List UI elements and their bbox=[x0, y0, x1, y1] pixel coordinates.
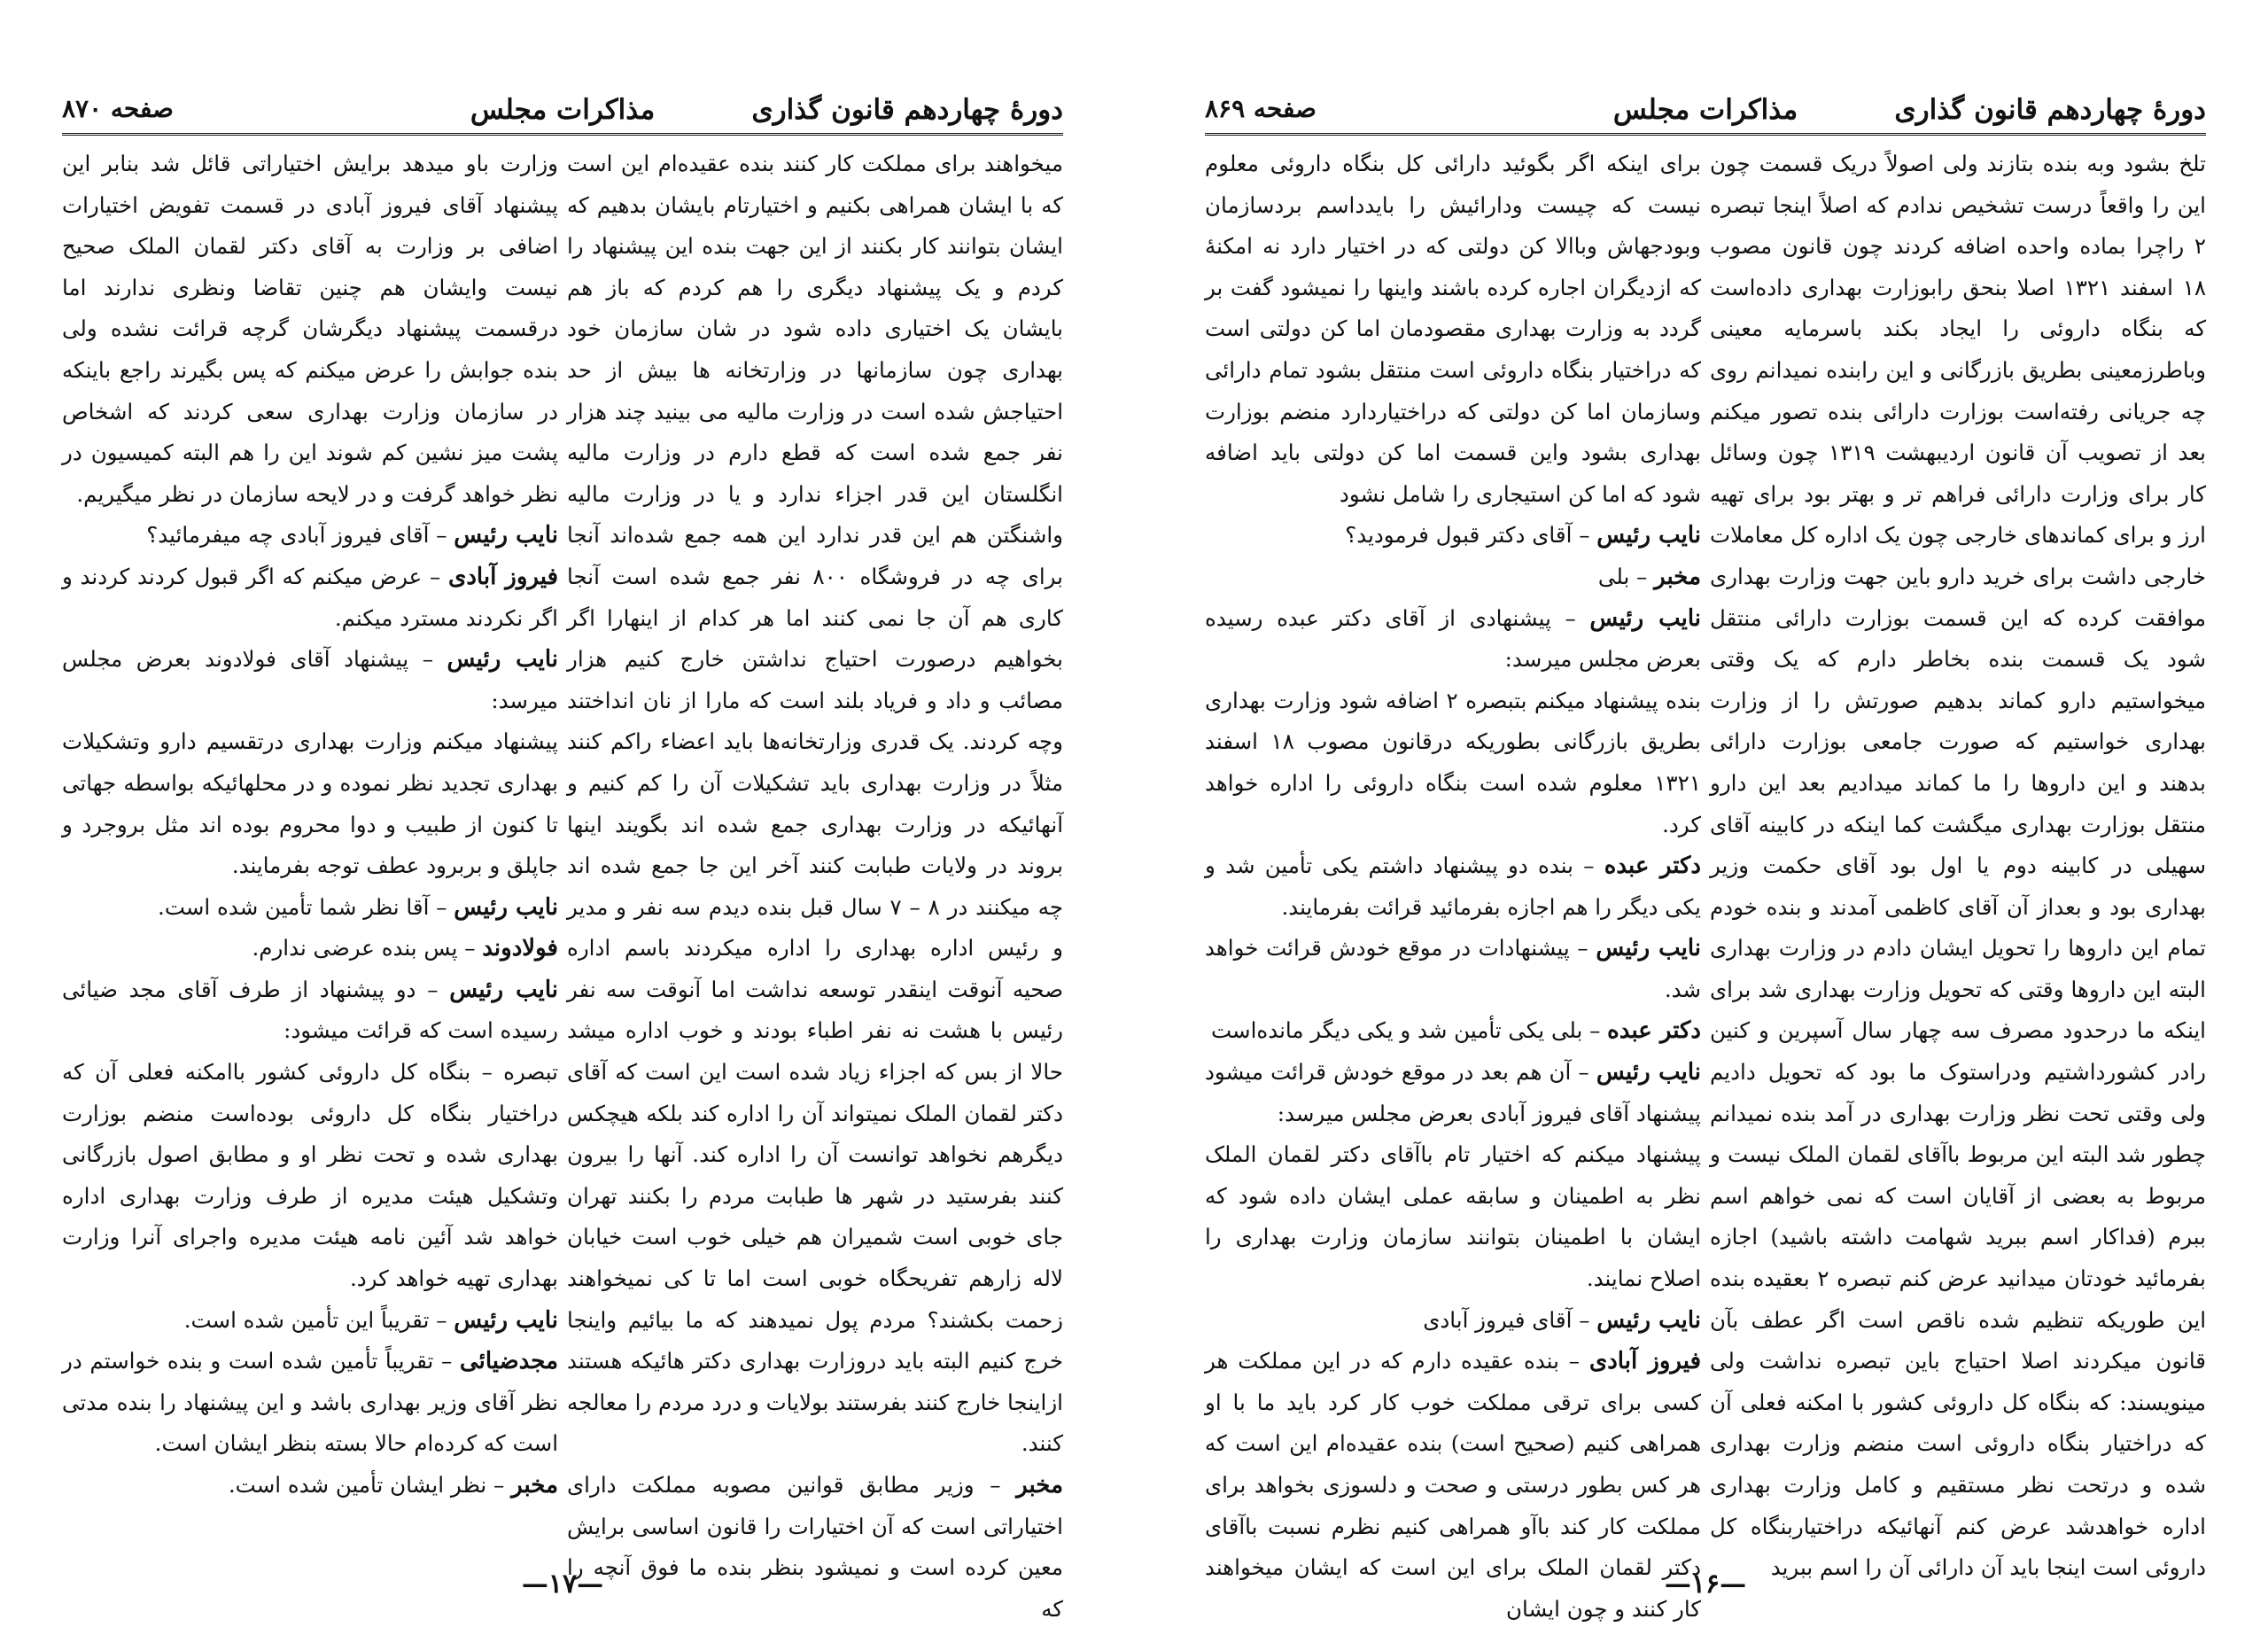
speaker-paragraph: نایب رئیس – پیشنهادی از آقای دکتر عبده رسیده بعرض مجلس میرسد: bbox=[1205, 604, 1702, 673]
speaker-name: مخبر bbox=[1016, 1472, 1063, 1499]
text-column-right bbox=[567, 144, 1064, 1622]
text-column-left bbox=[62, 144, 558, 1544]
session-title: دورهٔ چهاردهم قانون گذاری bbox=[751, 94, 1063, 126]
paragraph-text: پیشنهادی از آقای دکتر عبده رسیده بعرض مجلس میرسد: bbox=[1205, 604, 1701, 673]
text-paragraph bbox=[1205, 681, 1701, 845]
speaker-paragraph: نایب رئیس – آن هم بعد در موقع خودش قرائت میشود پیشنهاد آقای فیروز آبادی بعرض مجلس میرسد: bbox=[1205, 1059, 1701, 1126]
paragraph-text: تبصره – بنگاه کل داروئی کشور باامکنه فعلی آن که دراختیار بنگاه کل داروئی بوده‌است منضم بوزارت بهداری شده و تحت نظر او و مطابق اصول بازرگانی وتشکیل هیئت مدیره از طرف وزارت بهداری اداره خواهد شد آئین نامه هیئت مدیره واجرای آنرا وزارت بهداری تهیه خواهد کرد. bbox=[62, 1059, 558, 1292]
speaker-paragraph: مخبر – نظر ایشان تأمین شده است. bbox=[228, 1472, 558, 1499]
speaker-name: دکتر عبده bbox=[1607, 1017, 1701, 1045]
speaker-paragraph: نایب رئیس – تقریباً این تأمین شده است. bbox=[183, 1306, 558, 1334]
speaker-name: نایب رئیس bbox=[1596, 935, 1702, 962]
paragraph-text: آقای دکتر قبول فرمودید؟ bbox=[1345, 522, 1573, 549]
paragraph-text: پیشنهاد میکنم وزارت بهداری درتقسیم دارو وتشکیلات بهداری تجدید نظر نموده و در محلهائیکه بواسطه جهاتی تا کنون از طبیب و دوا محروم بوده اند مثل بروجرد و جاپلق و بربرود عطف توجه بفرمایند. bbox=[62, 728, 558, 879]
speaker-name: فیروز آبادی bbox=[447, 563, 559, 590]
paragraph-text: وزارت باو میدهد برایش اختیاراتی قائل شد بنابر این پیشنهاد آقای فیروز آبادی در قسمت تفویض اختیارات اضافی بر وزارت به آقای دکتر لقمان الملک صحیح نیست وایشان هم چنین تقاضا ونظری ندارند اما درقسمت پیشنهاد دیگرشان گرچه قرائت نشده ولی بنده جوابش را عرض میکنم که پس بگیرند راجع باینکه در سازمان وزارت بهداری سعی کردند که اشخاص پشت میز نشین کم شوند این را هم البته کمیسیون در نظر خواهد گرفت و در لایحه سازمان در نظر میگیریم. bbox=[62, 151, 558, 507]
paragraph-text: نظر ایشان تأمین شده است. bbox=[228, 1472, 487, 1498]
speaker-name: نایب رئیس bbox=[447, 646, 558, 673]
text-paragraph bbox=[1205, 144, 1701, 515]
speaker-name: مجدضیائی bbox=[459, 1348, 559, 1375]
speaker-paragraph: نایب رئیس – پیشنهاد آقای فولادوند بعرض مجلس میرسد: bbox=[62, 646, 558, 713]
speaker-paragraph: نایب رئیس – آقای دکتر قبول فرمودید؟ bbox=[1345, 522, 1701, 549]
speaker-name: نایب رئیس bbox=[454, 1306, 558, 1334]
paragraph-text: بلی bbox=[1597, 563, 1630, 589]
text-paragraph bbox=[62, 144, 558, 515]
page-footer-number: —۱۷— bbox=[521, 1569, 604, 1600]
speaker-paragraph: دکتر عبده – بنده دو پیشنهاد داشتم یکی تأمین شد و یکی دیگر را هم اجازه بفرمائید قرائت بفرمایند. bbox=[1205, 853, 1701, 920]
speaker-paragraph: نایب رئیس – دو پیشنهاد از طرف آقای مجد ضیائی رسیده است که قرائت میشود: bbox=[62, 976, 558, 1044]
header-rule bbox=[1205, 133, 2206, 136]
page-870 bbox=[0, 0, 1125, 1635]
speaker-paragraph: نایب رئیس – آقای فیروز آبادی bbox=[1423, 1306, 1701, 1334]
session-title: دورهٔ چهاردهم قانون گذاری bbox=[1894, 94, 2206, 126]
header-rule bbox=[62, 133, 1063, 136]
speaker-name: مخبر bbox=[1654, 563, 1701, 590]
speaker-paragraph: مجدضیائی – تقریباً تأمین شده است و بنده خواستم در نظر آقای وزیر بهداری باشد و این پیشنهاد را بنده مدتی است که کرده‌ام حالا بسته بنظر ایشان است. bbox=[62, 1348, 559, 1457]
speaker-name: نایب رئیس bbox=[449, 976, 558, 1003]
speaker-paragraph: فولادوند – پس بنده عرضی ندارم. bbox=[252, 935, 558, 962]
page-number: صفحه ۸۶۹ bbox=[1205, 94, 1317, 123]
speaker-name: فولادوند bbox=[482, 935, 558, 962]
speaker-paragraph: مخبر – بلی bbox=[1597, 563, 1701, 590]
paragraph-text: عرض میکنم که اگر قبول کردند کردند و اگر نکردند مسترد میکنم. bbox=[62, 563, 558, 631]
text-paragraph bbox=[1710, 144, 2206, 1589]
paragraph-text: پیشنهاد میکنم که اختیار تام باآقای دکتر لقمان الملک نظر به اطمینان و سابقه عملی ایشان داده شود که ایشان با اطمینان بتوانند سازمان وزارت بهداری را اصلاح نمایند. bbox=[1205, 1141, 1701, 1292]
text-paragraph bbox=[567, 144, 1063, 1465]
speaker-paragraph: مخبر – وزیر مطابق قوانین مصوبه مملکت دارای اختیاراتی است که آن اختیارات را قانون اساسی برایش معین کرده است و نمیشود بنظر بنده ما فوق آنچه را که bbox=[567, 1472, 1063, 1622]
page-number: صفحه ۸۷۰ bbox=[62, 94, 174, 123]
paragraph-text: بنده دو پیشنهاد داشتم یکی تأمین شد و یکی دیگر را هم اجازه بفرمائید قرائت بفرمایند. bbox=[1205, 853, 1701, 920]
speaker-name: نایب رئیس bbox=[1596, 1306, 1701, 1334]
paragraph-text: وزیر مطابق قوانین مصوبه مملکت دارای اختیاراتی است که آن اختیارات را قانون اساسی برایش معین کرده است و نمیشود بنظر بنده ما فوق آنچه را که bbox=[567, 1472, 1063, 1622]
paragraph-text: آقای فیروز آبادی bbox=[1423, 1306, 1573, 1333]
paragraph-text: تقریباً این تأمین شده است. bbox=[183, 1306, 430, 1333]
paragraph-text: بلی یکی تأمین شد و یکی دیگر مانده‌است bbox=[1210, 1017, 1583, 1044]
journal-title: مذاکرات مجلس bbox=[470, 94, 656, 126]
text-column-left bbox=[1205, 144, 1702, 1622]
text-paragraph bbox=[1205, 1134, 1701, 1299]
page-footer-number: —۱۶— bbox=[1664, 1569, 1747, 1600]
speaker-name: دکتر عبده bbox=[1604, 853, 1701, 880]
speaker-name: نایب رئیس bbox=[454, 522, 558, 549]
journal-title: مذاکرات مجلس bbox=[1612, 94, 1798, 126]
page-869 bbox=[1143, 0, 2268, 1635]
speaker-paragraph: نایب رئیس – آقای فیروز آبادی چه میفرمائید؟ bbox=[146, 522, 558, 549]
speaker-name: نایب رئیس bbox=[1596, 1059, 1701, 1086]
speaker-name: مخبر bbox=[511, 1472, 558, 1499]
speaker-name: نایب رئیس bbox=[1589, 604, 1702, 632]
speaker-name: نایب رئیس bbox=[454, 893, 558, 921]
paragraph-text: برای اینکه اگر بگوئید دارائی کل بنگاه داروئی معلوم نیست که چیست ودارائیش را بایدداسم بردسازمان وبودجهاش وباالا کن دولتی که در اختیار دارد نه امکنهٔ که ازدیگران اجاره کرده باشند واینها را نمیشود گفت بر گردد به وزارت بهداری مقصودمان اما کن دولتی است که دراختیار بنگاه داروئی است منتقل بشود تمام دارائی وسازمان اما کن دولتی که دراختیاردارد منضم بوزارت بهداری بشود واین قسمت اما کن دولتی باید اضافه شود که اما کن استیجاری را شامل نشود bbox=[1205, 151, 1701, 507]
paragraph-text: بنده عقیده دارم که در این مملکت هر کسی برای ترقی مملکت خوب کار کرد باید ما با او همراهی کنیم (صحیح است) بنده عقیده‌ام این است که هر کس بطور درستی و صحت و دلسوزی بخواهد برای مملکت کار کند باآو همراهی کنیم نظرم نسبت باآقای دکتر لقمان الملک برای این است که ایشان میخواهند کار کنند و چون ایشان bbox=[1205, 1348, 1701, 1622]
speaker-paragraph: فیروز آبادی – بنده عقیده دارم که در این مملکت هر کسی برای ترقی مملکت خوب کار کرد باید ما با او همراهی کنیم (صحیح است) بنده عقیده‌ام این است که هر کس بطور درستی و صحت و دلسوزی بخواهد برای مملکت کار کند باآو همراهی کنیم نظرم نسبت باآقای دکتر لقمان الملک برای این است که ایشان میخواهند کار کنند و چون ایشان bbox=[1205, 1348, 1702, 1622]
speaker-name: فیروز آبادی bbox=[1588, 1348, 1702, 1375]
paragraph-text: پس بنده عرضی ندارم. bbox=[252, 935, 458, 962]
paragraph-text: بنده پیشنهاد میکنم بتبصره ۲ اضافه شود وزارت بهداری بطریق بازرگانی بطوریکه درقانون مصوب ۱۸ اسفند ۱۳۲۱ معلوم شده است بنگاه داروئی را اداره خواهد کرد. bbox=[1205, 687, 1702, 837]
speaker-name: نایب رئیس bbox=[1596, 522, 1701, 549]
paragraph-text: آقای فیروز آبادی چه میفرمائید؟ bbox=[146, 522, 430, 549]
speaker-paragraph: نایب رئیس – آقا نظر شما تأمین شده است. bbox=[158, 893, 558, 921]
text-paragraph bbox=[62, 721, 558, 886]
paragraph-text: تقریباً تأمین شده است و بنده خواستم در نظر آقای وزیر بهداری باشد و این پیشنهاد را بنده مدتی است که کرده‌ام حالا بسته بنظر ایشان است. bbox=[62, 1348, 558, 1457]
paragraph-text: میخواهند برای مملکت کار کنند بنده عقیده‌ام این است که با ایشان همراهی بکنیم و اختیارتام بایشان بدهیم که ایشان بتوانند کار بکنند از این جهت بنده این پیشنهاد را کردم و یک پیشنهاد دیگری را هم کردم که باز هم بایشان یک اختیاری داده شود در شان سازمان خود بهداری چون سازمانها در وزارتخانه ها بیش از حد احتیاجش شده است در وزارت مالیه می بینید چند هزار نفر جمع شده است که قطع دارم در وزارت مالیه انگلستان این قدر اجزاء ندارد و یا در وزارت مالیه واشنگتن هم این قدر ندارد این همه جمع شده‌اند آنجا برای چه در فروشگاه ۸۰۰ نفر جمع شده است آنجا کاری هم آن جا نمی کنند اما هر کدام از اینهارا اگر بخواهیم درصورت احتیاج نداشتن خارج کنیم هزار مصائب و داد و فریاد بلند است که مارا از نان انداختند وچه کردند. یک قدری وزارتخانه‌ها باید اعضاء راکم کنند مثلاً در وزارت بهداری باید تشکیلات آن را کم کنیم و آنهائیکه در وزارت بهداری جمع شده اند بگویند اینها بروند در ولایات طبابت کنند آخر این جا جمع شده اند چه میکنند در ۸ – ۷ سال قبل بنده دیدم سه نفر و مدیر و رئیس اداره بهداری را اداره میکردند باسم اداره صحیه آنوقت اینقدر توسعه نداشت اما آنوقت سه نفر رئیس با هشت نه نفر اطباء بودند و خوب اداره میشد حالا از بس که اجزاء زیاد شده است این است که آقای دکتر لقمان الملک نمیتواند آن را اداره کند بلکه هیچکس دیگرهم نخواهد توانست آن را اداره کند. آنها را بیرون کنند بفرستید در شهر ها طبابت مردم را بکنند تهران جای خوبی است شمیران هم خیلی خوب است خیابان لاله زارهم تفریحگاه خوبی است اما تا کی نمیخواهند زحمت بکشند؟ مردم پول نمیدهند که ما بیائیم واینجا خرج کنیم البته باید دروزارت بهداری دکتر هائیکه هستند ازاینجا خارج کنند بفرستند بولایات و درد مردم را معالجه کنند. bbox=[567, 151, 1064, 1457]
speaker-paragraph: فیروز آبادی – عرض میکنم که اگر قبول کردند کردند و اگر نکردند مسترد میکنم. bbox=[62, 563, 559, 631]
paragraph-text: پیشنهاد آقای فولادوند بعرض مجلس میرسد: bbox=[62, 646, 558, 713]
paragraph-text: پیشنهادات در موقع خودش قرائت خواهد شد. bbox=[1205, 935, 1701, 1002]
speaker-paragraph: دکتر عبده – بلی یکی تأمین شد و یکی دیگر مانده‌است bbox=[1210, 1017, 1701, 1045]
text-paragraph bbox=[62, 1052, 558, 1300]
paragraph-text: آقا نظر شما تأمین شده است. bbox=[158, 893, 430, 920]
speaker-paragraph: نایب رئیس – پیشنهادات در موقع خودش قرائت خواهد شد. bbox=[1205, 935, 1702, 1002]
paragraph-text: دو پیشنهاد از طرف آقای مجد ضیائی رسیده است که قرائت میشود: bbox=[62, 976, 558, 1044]
paragraph-text: تلخ بشود وبه بنده بتازند ولی اصولاً دریک قسمت چون این را واقعاً درست تشخیص ندادم که اصلاً اینجا تبصره ۲ راچرا بماده واحده اضافه کردند چون قانون مصوب ۱۸ اسفند ۱۳۲۱ اصلا بنحق رابوزارت بهداری داده‌است که بنگاه داروئی را ایجاد بکند باسرمایه معینی وباطرزمعینی بطریق بازرگانی و این رابنده نمیدانم روی چه جریانی رفته‌است بوزارت دارائی بنده تصور میکنم بعد از تصویب آن قانون اردیبهشت ۱۳۱۹ چون وسائل کار برای وزارت دارائی فراهم تر و بهتر بود برای تهیه ارز و برای کماندهای خارجی چون یک اداره کل معاملات خارجی داشت برای خرید دارو باین جهت وزارت بهداری موافقت کرده که این قسمت بوزارت دارائی منتقل شود یک قسمت بنده بخاطر دارم که یک وقتی میخواستیم دارو کماند بدهیم صورتش را از وزارت بهداری خواستیم که صورت جامعی بوزارت دارائی بدهند و این داروها را ما کماند میدادیم بعد این دارو منتقل بوزارت بهداری میگشت کما اینکه در کابینه آقای سهیلی در کابینه دوم یا اول بود آقای حکمت وزیر بهداری بود و بعداز آن آقای کاظمی آمدند و بنده خودم تمام این داروها را تحویل ایشان دادم در وزارت بهداری البته این داروها وقتی که تحویل وزارت بهداری شد برای اینکه ما درحدود مصرف سه چهار سال آسپرین و کنین رادر کشورداشتیم ودراستوک ما بود که تحویل دادیم ولی وقتی تحت نظر وزارت بهداری در آمد بنده نمیدانم چطور شد البته این مربوط باآقای لقمان الملک نیست و مربوط به بعضی از آقایان است که نمی خواهم اسم ببرم (فداکار اسم ببرید شهامت داشته باشید) اجازه بفرمائید خودتان میدانید عرض کنم تبصره ۲ بعقیده بنده این طوریکه تنظیم شده ناقص است اگر عطف بآن قانون میکردند اصلا احتیاج باین تبصره نداشت ولی مینویسند: که بنگاه کل داروئی کشور با امکنه فعلی آن که دراختیار بنگاه داروئی است منضم وزارت بهداری شده و درتحت نظر مستقیم و کامل وزارت بهداری اداره خواهدشد عرض کنم آنهائیکه دراختیاربنگاه کل داروئی است اینجا باید آن دارائی آن را اسم ببرید bbox=[1710, 151, 2207, 1581]
paragraph-text: آن هم بعد در موقع خودش قرائت میشود پیشنهاد آقای فیروز آبادی بعرض مجلس میرسد: bbox=[1205, 1059, 1701, 1126]
text-column-right bbox=[1710, 144, 2207, 1581]
